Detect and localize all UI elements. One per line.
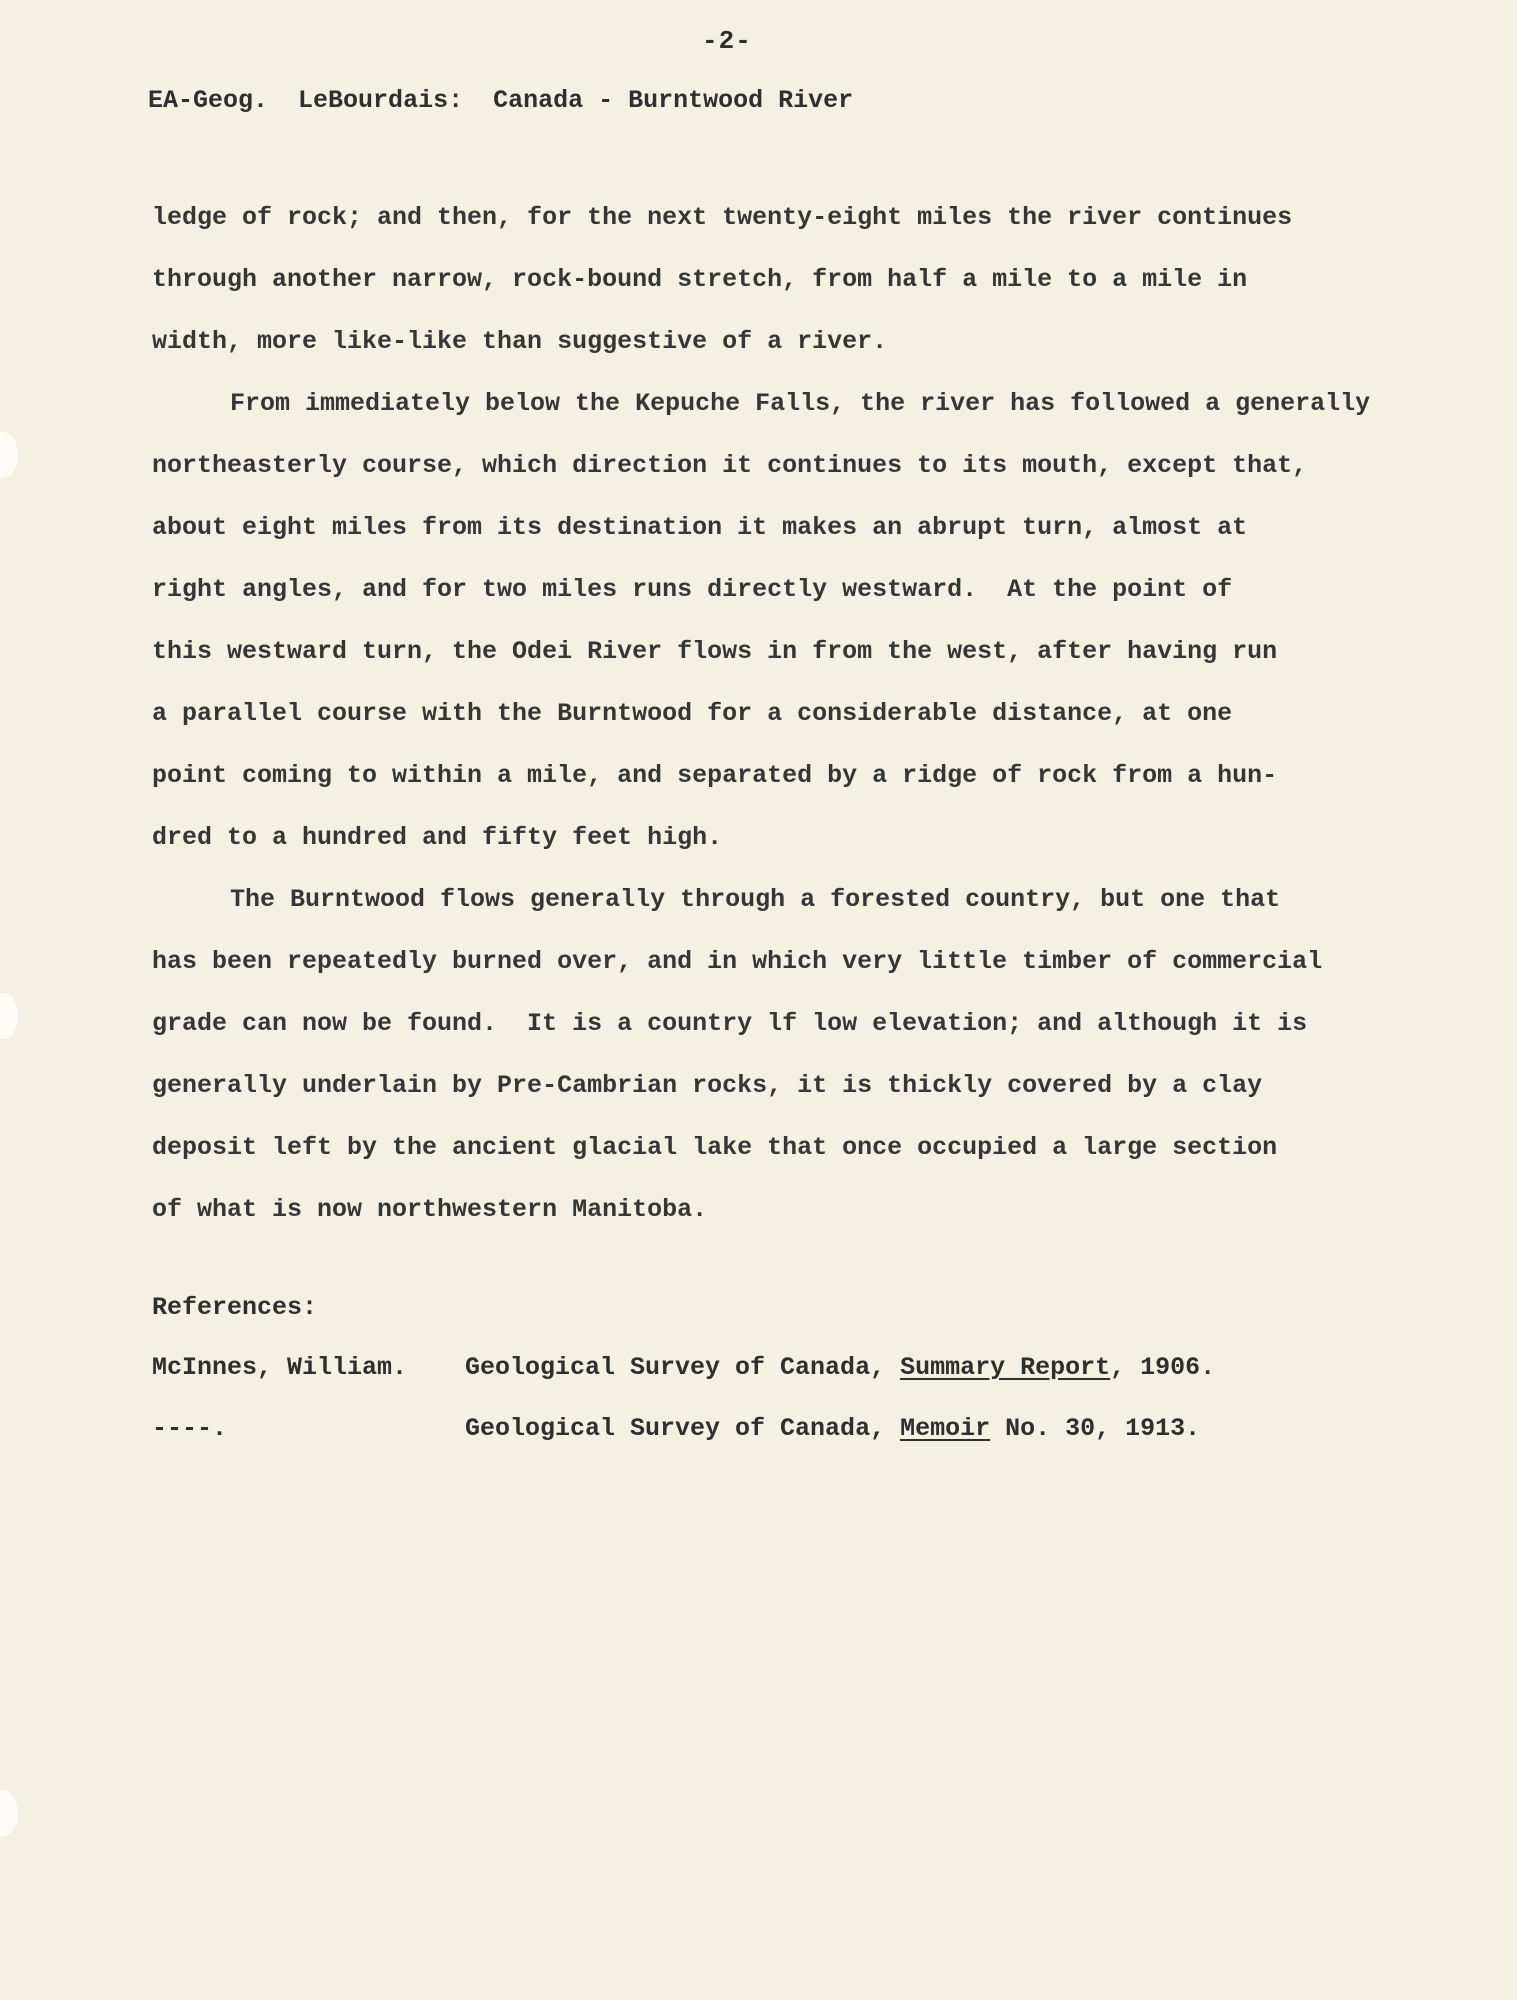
reference-title: Memoir: [900, 1414, 991, 1443]
header-title: Canada - Burntwood River: [493, 86, 854, 115]
body-line: right angles, and for two miles runs directly westward. At the point of: [152, 575, 1233, 604]
body-line: of what is now northwestern Manitoba.: [152, 1195, 708, 1224]
punch-hole: [0, 993, 18, 1039]
body-line: this westward turn, the Odei River flows in from the west, after having run: [152, 637, 1278, 666]
body-line: dred to a hundred and fifty feet high.: [152, 823, 723, 852]
body-line: through another narrow, rock-bound stretch, from half a mile to a mile in: [152, 265, 1248, 294]
references-heading: References:: [152, 1293, 318, 1322]
body-line: ledge of rock; and then, for the next twenty-eight miles the river continues: [152, 203, 1293, 232]
header-author: LeBourdais:: [298, 86, 464, 115]
reference-publisher: Geological Survey of Canada,: [465, 1414, 901, 1443]
body-line: about eight miles from its destination it makes an abrupt turn, almost at: [152, 513, 1248, 542]
header-code: EA-Geog.: [148, 86, 269, 115]
body-line: point coming to within a mile, and separated by a ridge of rock from a hun-: [152, 761, 1278, 790]
body-line: generally underlain by Pre-Cambrian rocks, it is thickly covered by a clay: [152, 1071, 1263, 1100]
body-line: width, more like-like than suggestive of a river.: [152, 327, 888, 356]
punch-hole: [0, 432, 18, 478]
reference-title: Summary Report: [900, 1353, 1111, 1382]
body-line: grade can now be found. It is a country lf low elevation; and although it is: [152, 1009, 1308, 1038]
reference-date: No. 30, 1913.: [990, 1414, 1201, 1443]
document-header: [148, 86, 853, 115]
body-line: has been repeatedly burned over, and in which very little timber of commercial: [152, 947, 1323, 976]
punch-hole: [0, 1790, 18, 1836]
reference-author: ----.: [152, 1414, 228, 1443]
body-line: northeasterly course, which direction it continues to its mouth, except that,: [152, 451, 1308, 480]
paragraph-first-line: From immediately below the Kepuche Falls, the river has followed a generally: [230, 389, 1371, 418]
reference-entry: [465, 1353, 1215, 1382]
reference-entry: [465, 1414, 1200, 1443]
reference-publisher: Geological Survey of Canada,: [465, 1353, 901, 1382]
body-line: a parallel course with the Burntwood for a considerable distance, at one: [152, 699, 1233, 728]
reference-author: McInnes, William.: [152, 1353, 408, 1382]
body-line: deposit left by the ancient glacial lake that once occupied a large section: [152, 1133, 1278, 1162]
page-number: -2-: [702, 26, 752, 56]
paragraph-first-line: The Burntwood flows generally through a forested country, but one that: [230, 885, 1281, 914]
reference-date: , 1906.: [1110, 1353, 1216, 1382]
